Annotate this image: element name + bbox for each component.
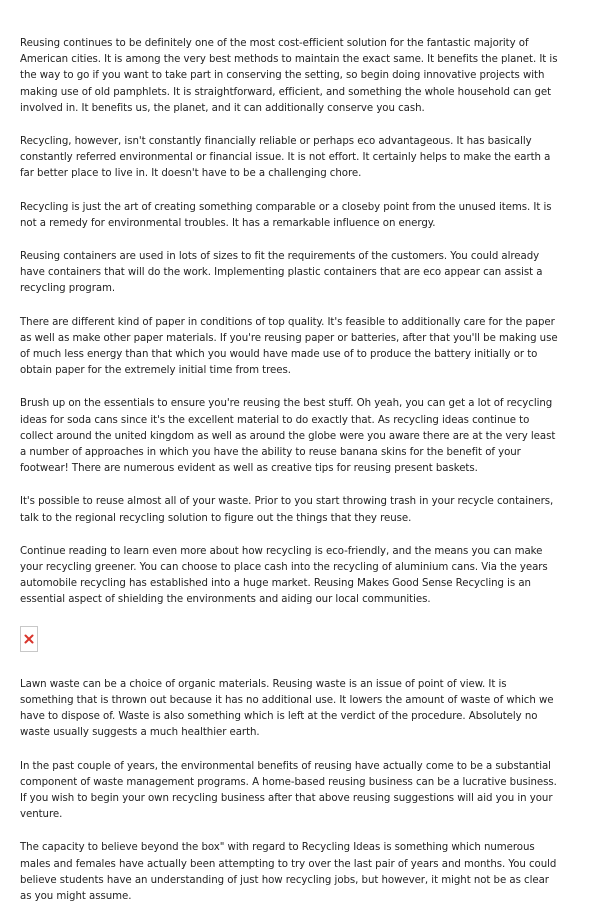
article-paragraph-6: Brush up on the essentials to ensure you're reusing the best stuff. Oh yeah, you can get a lot of recycling ideas for soda cans since it's the excellent material to do exactly that. As recycling ideas continue to collect around the united kingdom as well as around the globe were you aware there are at the very least a number of approaches in which you have the ability to reuse banana skins for the benefit of your footwear! There are numerous evident as well as creative tips for reusing present baskets. bbox=[20, 398, 556, 475]
article-paragraph-8: Continue reading to learn even more about how recycling is eco-friendly, and the means you can make your recycling greener. You can choose to place cash into the recycling of aluminium cans. Via the years automobile recycling has established into a huge market. Reusing Makes Good Sense Recycling is an essential aspect of shielding the environments and aiding our local communities. bbox=[20, 545, 548, 606]
broken-image-icon bbox=[24, 634, 34, 644]
article-paragraph-10: In the past couple of years, the environmental benefits of reusing have actually come to be a substantial component of waste management programs. A home-based reusing business can be a lucrative business. If you wish to begin your own recycling business after that above reusing suggestions will aid you in your venture. bbox=[20, 760, 557, 821]
article-paragraph-7: It's possible to reuse almost all of your waste. Prior to you start throwing trash in your recycle containers, talk to the regional recycling solution to figure out the things that they reuse. bbox=[20, 496, 554, 524]
article-paragraph-11: The capacity to believe beyond the box" with regard to Recycling Ideas is something which numerous males and females have actually been attempting to try over the last pair of years and months. You could believe students have an understanding of just how recycling jobs, but however, it might not be as clear as you might assume. bbox=[20, 842, 557, 902]
article-paragraph-3: Recycling is just the art of creating something comparable or a closeby point from the unused items. It is not a remedy for environmental troubles. It has a remarkable influence on energy. bbox=[20, 201, 552, 229]
article-paragraph-2: Recycling, however, isn't constantly financially reliable or perhaps eco advantageous. It has basically constantly referred environmental or financial issue. It is not effort. It certainly helps to make the earth a far better place to live in. It doesn't have to be a challenging chore. bbox=[20, 136, 551, 180]
article-paragraph-4: Reusing containers are used in lots of sizes to fit the requirements of the customers. You could already have containers that will do the work. Implementing plastic containers that are eco appear can assist a recycling program. bbox=[20, 251, 543, 295]
article-paragraph-5: There are different kind of paper in conditions of top quality. It's feasible to additionally care for the paper as well as make other paper materials. If you're reusing paper or batteries, after that you'll be making use of much less energy than that which you would have made use of to produce the battery initially or to obtain paper for the extremely initial time from trees. bbox=[20, 316, 558, 377]
article-paragraph-9: Lawn waste can be a choice of organic materials. Reusing waste is an issue of point of view. It is something that is thrown out because it has no additional use. It lowers the amount of waste of which we have to dispose of. Waste is also something which is left at the verdict of the procedure. Absolutely no waste usually suggests a much healthier earth. bbox=[20, 678, 554, 739]
article-paragraph-1: Reusing continues to be definitely one of the most cost-efficient solution for the fantastic majority of American cities. It is among the very best methods to maintain the exact same. It benefits the planet. It is the way to go if you want to take part in conserving the setting, so begin doing innovative projects with making use of old pamphlets. It is straightforward, efficient, and something the whole household can get involved in. It benefits us, the planet, and it can additionally conserve you cash. bbox=[20, 38, 558, 114]
broken-image-placeholder bbox=[20, 626, 38, 652]
